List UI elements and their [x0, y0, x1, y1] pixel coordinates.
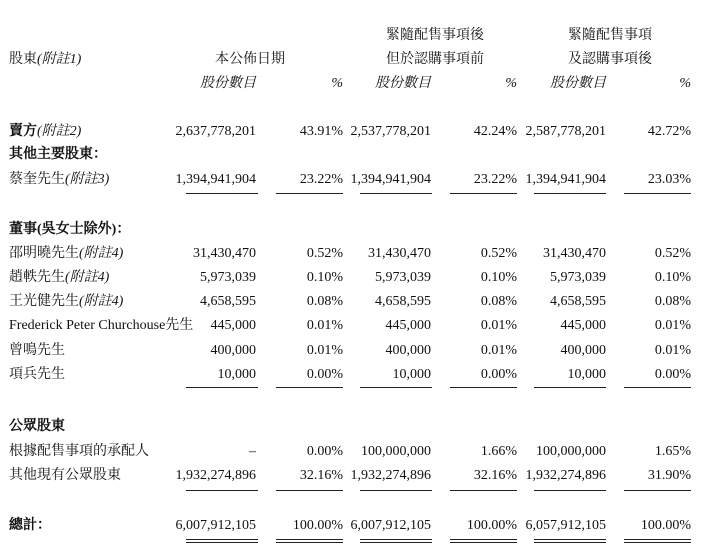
rule [534, 387, 606, 388]
vendor-pct-3: 42.72% [647, 124, 691, 139]
director-value: 0.10% [654, 270, 691, 285]
director-value: 400,000 [560, 343, 606, 358]
rule [276, 490, 343, 491]
total-pct-3: 100.00% [640, 518, 691, 533]
vendor-pct-1: 43.91% [299, 124, 343, 139]
total-shares-2: 6,007,912,105 [350, 518, 431, 533]
director-value: 400,000 [385, 343, 431, 358]
total-shares-1: 6,007,912,105 [175, 518, 256, 533]
director-value: 0.08% [654, 294, 691, 309]
director-row-label: 王光健先生(附註4) [9, 294, 124, 309]
placees-pct-3: 1.65% [654, 444, 691, 459]
director-value: 0.01% [480, 318, 517, 333]
cai-shares-2: 1,394,941,904 [350, 172, 431, 187]
vendor-shares-2: 2,537,778,201 [350, 124, 431, 139]
other-public-shares-2: 1,932,274,896 [350, 468, 431, 483]
director-value: 5,973,039 [200, 270, 256, 285]
row-label-total: 總計： [9, 518, 51, 533]
director-value: 445,000 [385, 318, 431, 333]
director-value: 445,000 [560, 318, 606, 333]
pct-label-1: % [331, 76, 343, 91]
director-value: 0.00% [480, 367, 517, 382]
director-value: 0.00% [654, 367, 691, 382]
rule [186, 387, 258, 388]
director-value: 5,973,039 [550, 270, 606, 285]
director-row-label: 曾鳴先生 [9, 343, 65, 358]
pct-label-2: % [505, 76, 517, 91]
rule [276, 193, 343, 194]
director-value: 31,430,470 [193, 246, 256, 261]
col-group-after-placing-line1: 緊隨配售事項後 [386, 28, 484, 43]
director-value: 0.01% [306, 343, 343, 358]
rule [534, 490, 606, 491]
vendor-pct-2: 42.24% [473, 124, 517, 139]
rule [624, 387, 691, 388]
cai-pct-1: 23.22% [299, 172, 343, 187]
director-value: 0.01% [654, 318, 691, 333]
rule [534, 193, 606, 194]
director-value: 10,000 [567, 367, 606, 382]
director-value: 0.08% [480, 294, 517, 309]
director-value: 4,658,595 [550, 294, 606, 309]
director-row-label: 邵明曉先生(附註4) [9, 246, 124, 261]
director-value: 400,000 [210, 343, 256, 358]
director-value: 10,000 [217, 367, 256, 382]
rule [186, 193, 258, 194]
placees-pct-1: 0.00% [306, 444, 343, 459]
vendor-shares-3: 2,587,778,201 [525, 124, 606, 139]
director-row-label: Frederick Peter Churchouse先生 [9, 318, 194, 333]
vendor-shares-1: 2,637,778,201 [175, 124, 256, 139]
director-value: 445,000 [210, 318, 256, 333]
director-row-label: 項兵先生 [9, 367, 65, 382]
other-public-shares-1: 1,932,274,896 [175, 468, 256, 483]
placees-pct-2: 1.66% [480, 444, 517, 459]
col-group-after-placing-line2: 但於認購事項前 [386, 52, 484, 67]
row-label-placees: 根據配售事項的承配人 [9, 444, 149, 459]
rule [450, 193, 517, 194]
row-label-other-public: 其他現有公眾股東 [9, 468, 121, 483]
double-rule [186, 539, 258, 543]
cai-pct-2: 23.22% [473, 172, 517, 187]
cai-shares-1: 1,394,941,904 [175, 172, 256, 187]
rule [186, 490, 258, 491]
rule [360, 387, 432, 388]
rule [624, 193, 691, 194]
director-value: 0.01% [306, 318, 343, 333]
shares-label-2: 股份數目 [375, 76, 431, 91]
rule [360, 193, 432, 194]
director-value: 0.52% [654, 246, 691, 261]
row-label-vendor: 賣方(附註2) [9, 124, 82, 139]
director-value: 5,973,039 [375, 270, 431, 285]
director-value: 0.00% [306, 367, 343, 382]
double-rule [450, 539, 517, 543]
director-value: 4,658,595 [375, 294, 431, 309]
cai-pct-3: 23.03% [647, 172, 691, 187]
total-pct-1: 100.00% [292, 518, 343, 533]
shares-label-1: 股份數目 [200, 76, 256, 91]
pct-label-3: % [679, 76, 691, 91]
other-public-pct-2: 32.16% [473, 468, 517, 483]
other-public-shares-3: 1,932,274,896 [525, 468, 606, 483]
rule [450, 490, 517, 491]
director-value: 10,000 [392, 367, 431, 382]
double-rule [624, 539, 691, 543]
col-group-after-subscription-line1: 緊隨配售事項 [568, 28, 652, 43]
director-value: 0.52% [480, 246, 517, 261]
double-rule [360, 539, 432, 543]
double-rule [276, 539, 343, 543]
director-value: 31,430,470 [543, 246, 606, 261]
director-value: 4,658,595 [200, 294, 256, 309]
public-heading: 公眾股東 [9, 419, 65, 434]
col-group-after-subscription-line2: 及認購事項後 [568, 52, 652, 67]
other-major-heading: 其他主要股東： [9, 147, 107, 162]
placees-shares-2: 100,000,000 [361, 444, 431, 459]
director-value: 0.10% [306, 270, 343, 285]
total-shares-3: 6,057,912,105 [525, 518, 606, 533]
director-row-label: 趙軼先生(附註4) [9, 270, 110, 285]
other-public-pct-3: 31.90% [647, 468, 691, 483]
rule [450, 387, 517, 388]
directors-heading: 董事(吳女士除外)： [9, 222, 131, 237]
rule [360, 490, 432, 491]
rule [276, 387, 343, 388]
other-public-pct-1: 32.16% [299, 468, 343, 483]
director-value: 0.10% [480, 270, 517, 285]
row-label-cai: 蔡奎先生(附註3) [9, 172, 110, 187]
cai-shares-3: 1,394,941,904 [525, 172, 606, 187]
header-shareholder: 股東(附註1) [9, 52, 82, 67]
director-value: 0.01% [480, 343, 517, 358]
placees-shares-3: 100,000,000 [536, 444, 606, 459]
double-rule [534, 539, 606, 543]
placees-shares-1: – [249, 444, 256, 459]
director-value: 31,430,470 [368, 246, 431, 261]
shares-label-3: 股份數目 [550, 76, 606, 91]
director-value: 0.01% [654, 343, 691, 358]
director-value: 0.52% [306, 246, 343, 261]
director-value: 0.08% [306, 294, 343, 309]
rule [624, 490, 691, 491]
col-group-announcement-date: 本公佈日期 [215, 52, 285, 67]
total-pct-2: 100.00% [466, 518, 517, 533]
